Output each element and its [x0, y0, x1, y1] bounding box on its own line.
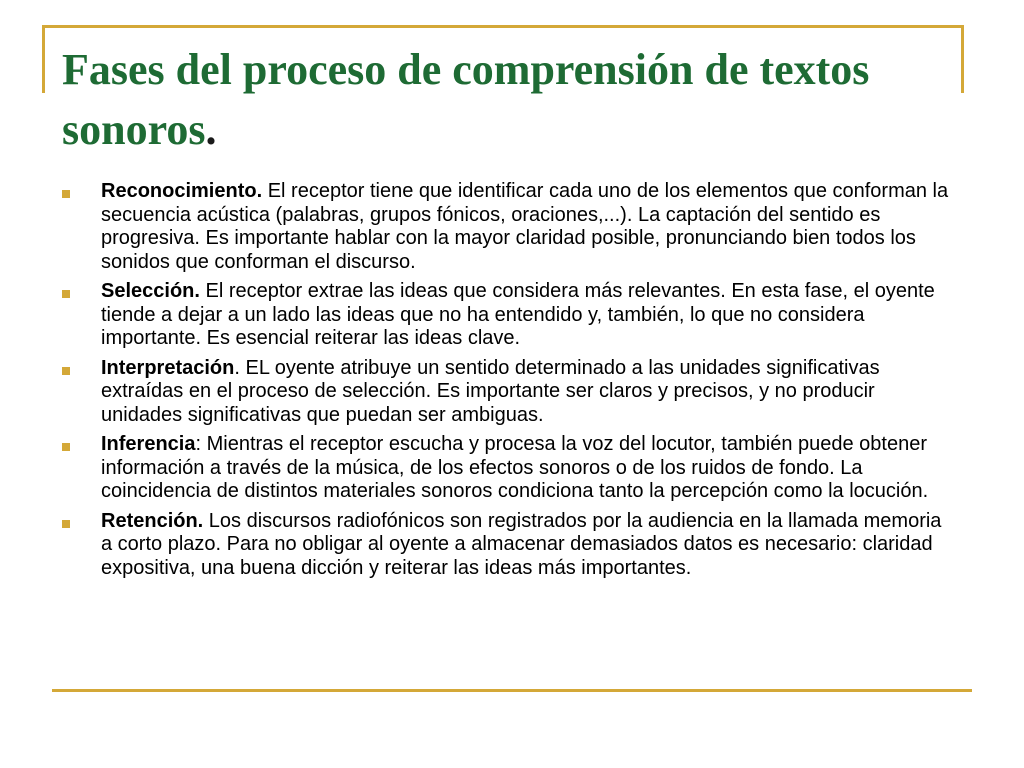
bullet-term: Retención. [101, 509, 204, 532]
bullet-item-reconocimiento [58, 180, 958, 274]
slide-title [62, 40, 942, 160]
bullet-text: . EL oyente atribuye un sentido determinado a las unidades significativas extraídas en el proceso de selección. Es importante ser claros y precisos, y no producir unidades significativas que puedan ser ambiguas. [101, 356, 880, 426]
frame-top-rule [42, 25, 964, 28]
bullet-item-retencion [58, 510, 958, 581]
bullet-item-seleccion [58, 280, 958, 351]
square-bullet-icon [62, 290, 70, 298]
bullet-text: El receptor extrae las ideas que considera más relevantes. En esta fase, el oyente tiende a dejar a un lado las ideas que no ha entendido y, también, lo que no considera importante. Es esencial reiterar las ideas clave. [101, 280, 935, 349]
bullet-term: Inferencia [101, 433, 196, 455]
bullet-list [58, 180, 958, 586]
bullet-term: Reconocimiento. [101, 180, 263, 202]
bullet-term: Selección. [101, 280, 200, 302]
bullet-item-interpretacion [58, 357, 958, 428]
frame-bottom-rule [52, 689, 972, 692]
square-bullet-icon [62, 367, 70, 375]
slide-title-text: Fases del proceso de comprensión de textos sonoros [62, 45, 870, 154]
frame-left-rule [42, 25, 45, 93]
square-bullet-icon [62, 520, 70, 528]
bullet-text: : Mientras el receptor escucha y procesa la voz del locutor, también puede obtener información a través de la música, de los efectos sonoros o de los ruidos de fondo. La coincidencia de distintos materiales sonoros condiciona tanto la percepción como la locución. [101, 433, 929, 502]
bullet-text: Los discursos radiofónicos son registrados por la audiencia en la llamada memoria a corto plazo. Para no obligar al oyente a almacenar demasiados datos es necesario: claridad expositiva, una buena dicción y reiterar las ideas más importantes. [101, 509, 942, 579]
slide-title-period: . [205, 105, 217, 154]
bullet-item-inferencia [58, 433, 958, 504]
bullet-text: El receptor tiene que identificar cada uno de los elementos que conforman la secuencia acústica (palabras, grupos fónicos, oraciones,...). La captación del sentido es progresiva. Es importante hablar con la mayor claridad posible, pronunciando bien todos los sonidos que conforman el discurso. [101, 180, 949, 273]
square-bullet-icon [62, 190, 70, 198]
square-bullet-icon [62, 443, 70, 451]
bullet-term: Interpretación [101, 356, 235, 379]
frame-right-rule [961, 25, 964, 93]
